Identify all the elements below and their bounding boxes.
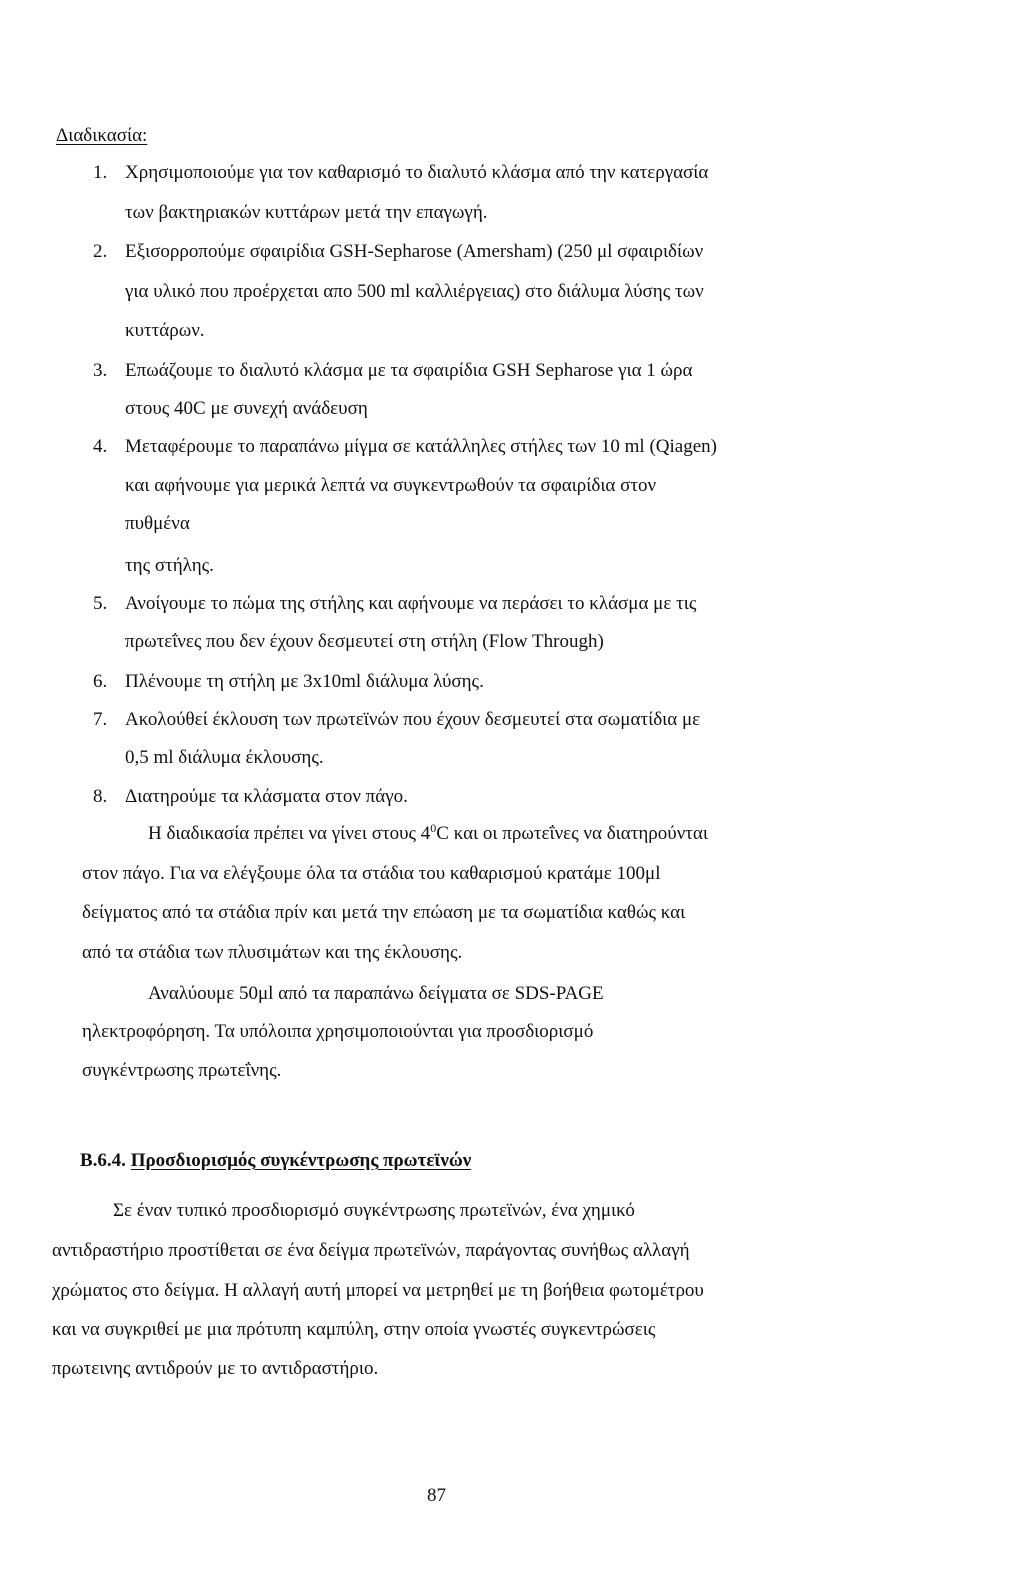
step-7-number: 7. [93,709,108,730]
section-paragraph-line-3: χρώματος στο δείγμα. Η αλλαγή αυτή μπορεί να μετρηθεί με τη βοήθεια φωτομέτρου [52,1280,704,1301]
step-4-line-3: πυθμένα [125,513,190,534]
section-title: Προσδιορισμός συγκέντρωσης πρωτεϊνών [130,1150,472,1171]
step-4-line-4: της στήλης. [125,555,214,576]
step-7-line-2: 0,5 ml διάλυμα έκλουσης. [125,747,324,768]
section-paragraph-line-2: αντιδραστήριο προστίθεται σε ένα δείγμα πρωτεϊνών, παράγοντας συνήθως αλλαγή [52,1240,690,1261]
step-3-line-1: Επωάζουμε το διαλυτό κλάσμα με τα σφαιρίδια GSH Sepharose για 1 ώρα [125,360,693,381]
step-8-line-1: Διατηρούμε τα κλάσματα στον πάγο. [125,786,408,807]
step-5-line-2: πρωτεΐνες που δεν έχουν δεσμευτεί στη στήλη (Flow Through) [125,631,604,652]
step-7-line-1: Ακολούθεί έκλουση των πρωτεϊνών που έχουν δεσμευτεί στα σωματίδια με [125,709,701,730]
step-1-line-2: των βακτηριακών κυττάρων μετά την επαγωγή. [125,202,488,223]
step-2-number: 2. [93,241,108,262]
step-2-line-2: για υλικό που προέρχεται απο 500 ml καλλιέργειας) στο διάλυμα λύσης των [125,281,704,302]
note-2-line-2: ηλεκτροφόρηση. Τα υπόλοιπα χρησιμοποιούνται για προσδιορισμό [82,1021,594,1042]
note-1-line-3: δείγματος από τα στάδια πρίν και μετά την επώαση με τα σωματίδια καθώς και [82,902,686,923]
note-1-line-1: Η διαδικασία πρέπει να γίνει στους $4^0C$ και οι πρωτεΐνες να διατηρούνται [148,821,708,844]
note-1-line-4: από τα στάδια των πλυσιμάτων και της έκλουσης. [82,942,463,963]
section-paragraph-line-4: και να συγκριθεί με μια πρότυπη καμπύλη, στην οποία γνωστές συγκεντρώσεις [52,1319,656,1340]
section-paragraph-line-1: Σε έναν τυπικό προσδιορισμό συγκέντρωσης πρωτεϊνών, ένα χημικό [113,1200,635,1221]
step-2-line-3: κυττάρων. [125,320,205,341]
step-4-line-1: Μεταφέρουμε το παραπάνω μίγμα σε κατάλληλες στήλες των 10 ml (Qiagen) [125,436,717,457]
section-number: Β.6.4. [80,1150,126,1171]
note-2-line-3: συγκέντρωσης πρωτεΐνης. [82,1060,282,1081]
section-paragraph-line-5: πρωτεινης αντιδρούν με το αντιδραστήριο. [52,1358,379,1379]
step-1-line-1: Χρησιμοποιούμε για τον καθαρισμό το διαλυτό κλάσμα από την κατεργασία [125,162,709,183]
step-4-number: 4. [93,436,108,457]
section-heading [80,1151,471,1170]
step-1-number: 1. [93,162,108,183]
step-4-line-2: και αφήνουμε για μερικά λεπτά να συγκεντρωθούν τα σφαιρίδια στον [125,475,657,496]
step-3-number: 3. [93,360,108,381]
procedure-heading: Διαδικασία: [56,125,148,146]
note-1-line-2: στον πάγο. Για να ελέγξουμε όλα τα στάδια του καθαρισμού κρατάμε 100μl [82,863,661,884]
step-5-number: 5. [93,593,108,614]
step-6-line-1: Πλένουμε τη στήλη με 3x10ml διάλυμα λύσης. [125,671,484,692]
step-8-number: 8. [93,786,108,807]
step-6-number: 6. [93,671,108,692]
page-number: 87 [427,1485,446,1506]
step-5-line-1: Ανοίγουμε το πώμα της στήλης και αφήνουμε να περάσει το κλάσμα με τις [125,593,697,614]
step-2-line-1: Εξισορροπούμε σφαιρίδια GSH-Sepharose (Amersham) (250 μl σφαιριδίων [125,241,704,262]
note-2-line-1: Αναλύουμε 50μl από τα παραπάνω δείγματα σε SDS-PAGE [148,983,604,1004]
step-3-line-2: στους 40C με συνεχή ανάδευση [125,398,368,419]
